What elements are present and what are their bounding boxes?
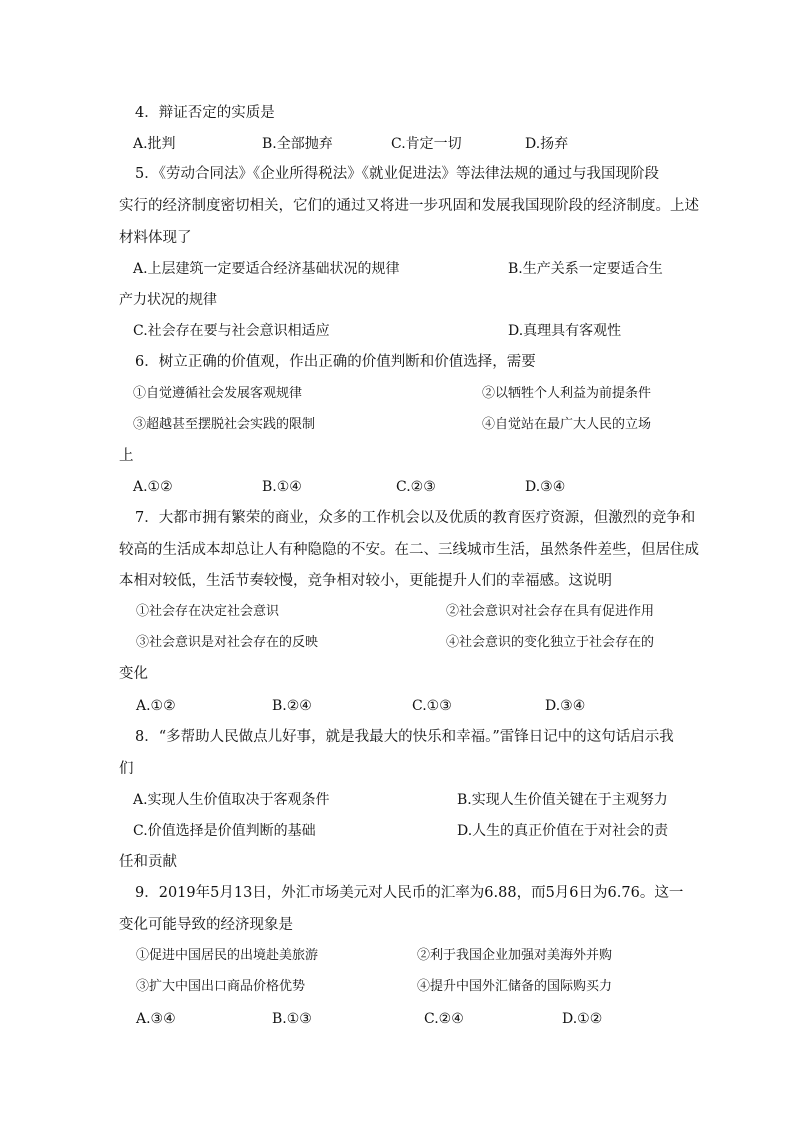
question-4-option-d: D.扬弃	[525, 136, 569, 152]
question-8-option-d-continued: 任和贡献	[119, 854, 177, 870]
question-6-item-4-continued: 上	[119, 448, 134, 464]
question-6-option-b: B.①④	[262, 479, 302, 495]
question-7-stem-line-1: 7．大都市拥有繁荣的商业，众多的工作机会以及优质的教育医疗资源，但激烈的竞争和	[135, 510, 696, 526]
question-6-option-d: D.③④	[525, 479, 566, 495]
question-8-option-a: A.实现人生价值取决于客观条件	[133, 792, 330, 808]
question-6-stem: 6．树立正确的价值观，作出正确的价值判断和价值选择，需要	[135, 354, 536, 370]
question-8-stem-line-1: 8．“多帮助人民做点儿好事，就是我最大的快乐和幸福。”雷锋日记中的这句话启示我	[135, 729, 674, 745]
question-5-option-b-continued: 产力状况的规律	[119, 292, 217, 308]
question-8-option-b: B.实现人生价值关键在于主观努力	[457, 792, 668, 808]
question-4-option-b: B.全部抛弃	[262, 136, 333, 152]
question-5-stem-line-2: 实行的经济制度密切相关，它们的通过又将进一步巩固和发展我国现阶段的经济制度。上述	[119, 198, 699, 214]
question-7-item-3: ③社会意识是对社会存在的反映	[136, 635, 319, 650]
question-7-option-a: A.①②	[136, 698, 176, 714]
question-7-item-1: ①社会存在决定社会意识	[136, 604, 280, 619]
question-7-option-b: B.②④	[272, 698, 312, 714]
question-7-item-2: ②社会意识对社会存在具有促进作用	[446, 604, 655, 619]
question-7-item-4: ④社会意识的变化独立于社会存在的	[446, 635, 655, 650]
question-9-stem-line-1: 9．2019年5月13日，外汇市场美元对人民币的汇率为6.88，而5月6日为6.76。这一	[135, 885, 684, 901]
question-6-option-c: C.②③	[396, 479, 436, 495]
question-6-item-2: ②以牺牲个人利益为前提条件	[482, 386, 652, 401]
question-9-option-b: B.①③	[272, 1011, 312, 1027]
question-5-option-d: D.真理具有客观性	[508, 323, 622, 339]
question-5-stem-line-3: 材料体现了	[119, 230, 192, 246]
question-4-option-c: C.肯定一切	[391, 136, 462, 152]
question-7-stem-line-3: 本相对较低，生活节奏较慢，竞争相对较小，更能提升人们的幸福感。这说明	[119, 573, 612, 589]
question-5-option-c: C.社会存在要与社会意识相适应	[133, 323, 330, 339]
question-9-option-d: D.①②	[562, 1011, 603, 1027]
question-6-item-4: ④自觉站在最广大人民的立场	[482, 417, 652, 432]
question-5-stem-line-1: 5．《劳动合同法》《企业所得税法》《就业促进法》等法律法规的通过与我国现阶段	[135, 166, 659, 182]
question-9-item-3: ③扩大中国出口商品价格优势	[136, 979, 306, 994]
question-9-item-1: ①促进中国居民的出境赴美旅游	[136, 948, 319, 963]
question-5-option-b: B.生产关系一定要适合生	[508, 261, 663, 277]
question-8-stem-line-2: 们	[119, 761, 134, 777]
question-9-option-c: C.②④	[424, 1011, 464, 1027]
question-4-stem: 4．辩证否定的实质是	[135, 105, 275, 121]
question-6-item-1: ①自觉遵循社会发展客观规律	[133, 386, 303, 401]
question-8-option-c: C.价值选择是价值判断的基础	[133, 823, 316, 839]
question-7-option-c: C.①③	[412, 698, 452, 714]
question-5-option-a: A.上层建筑一定要适合经济基础状况的规律	[133, 261, 400, 277]
question-4-option-a: A.批判	[133, 136, 176, 152]
question-9-stem-line-2: 变化可能导致的经济现象是	[119, 917, 293, 933]
question-9-item-4: ④提升中国外汇储备的国际购买力	[417, 979, 613, 994]
question-9-option-a: A.③④	[136, 1011, 176, 1027]
question-6-item-3: ③超越甚至摆脱社会实践的限制	[133, 417, 316, 432]
question-9-item-2: ②利于我国企业加强对美海外并购	[417, 948, 613, 963]
question-8-option-d: D.人生的真正价值在于对社会的责	[457, 823, 669, 839]
question-7-stem-line-2: 较高的生活成本却总让人有种隐隐的不安。在二、三线城市生活，虽然条件差些，但居住成	[119, 542, 699, 558]
question-6-option-a: A.①②	[133, 479, 173, 495]
question-7-option-d: D.③④	[545, 698, 586, 714]
question-7-item-4-continued: 变化	[119, 666, 148, 682]
